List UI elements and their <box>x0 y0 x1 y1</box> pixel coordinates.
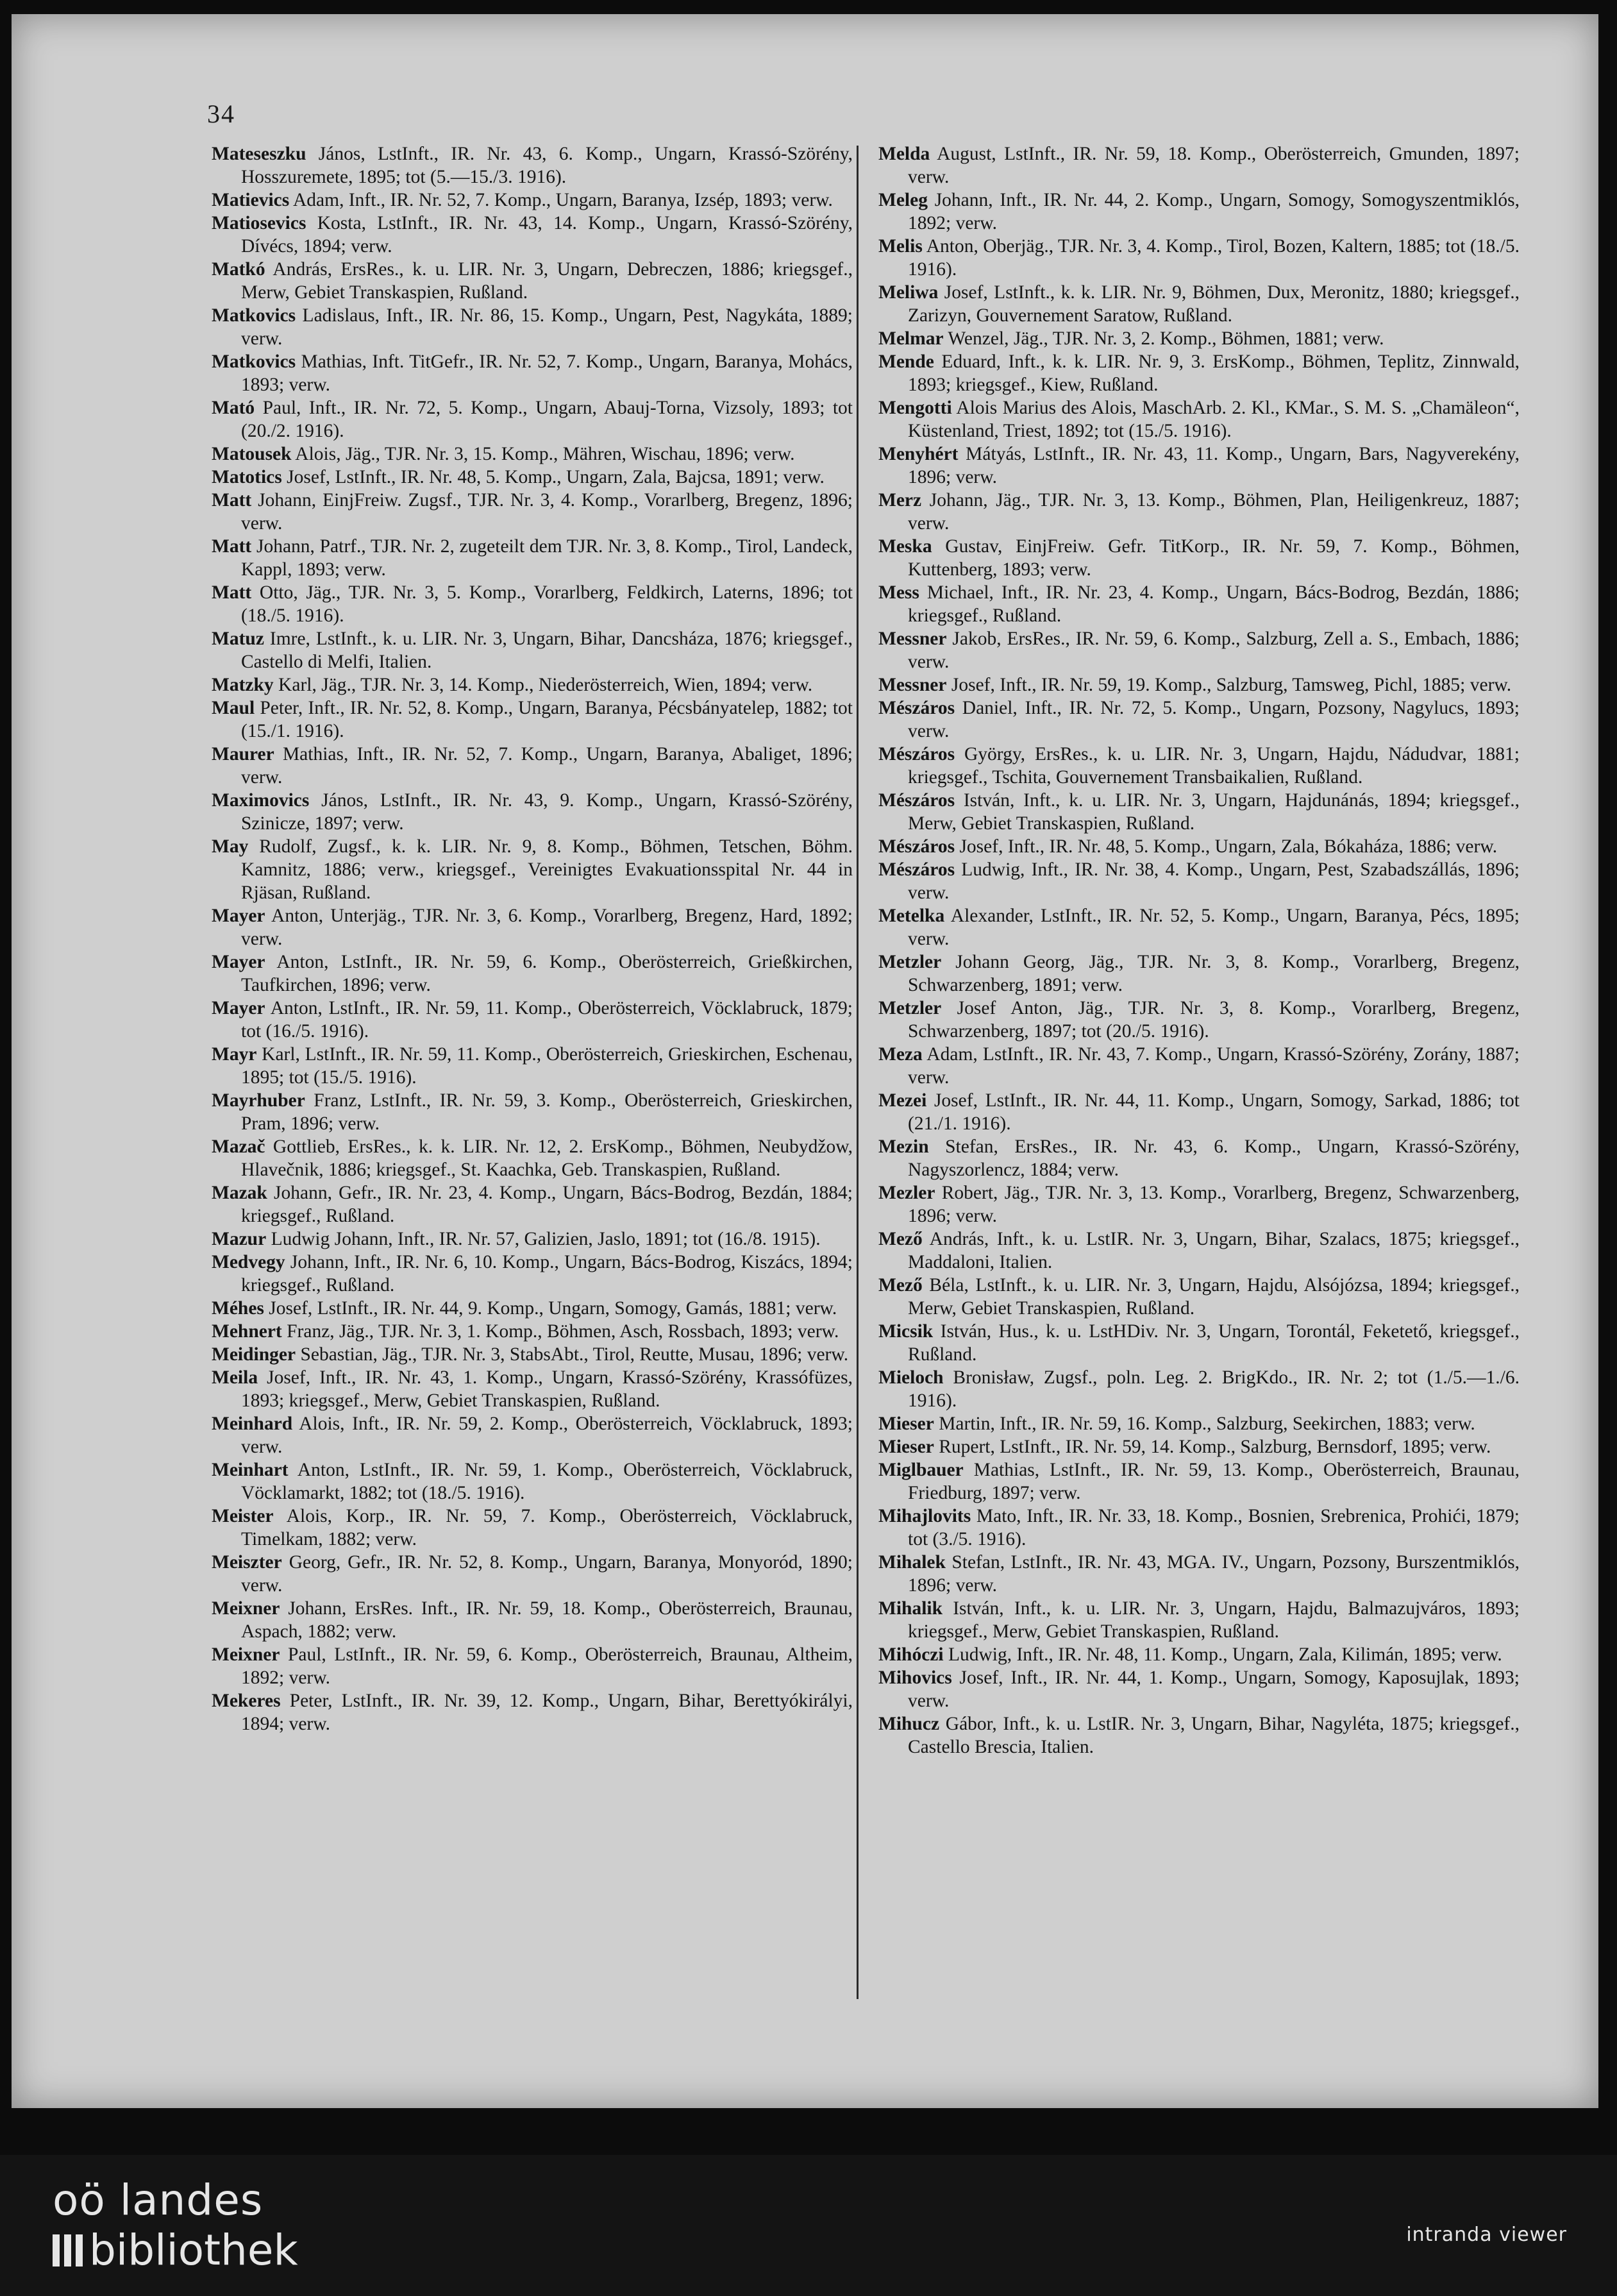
entry-surname: Menyhért <box>878 444 959 464</box>
register-entry <box>212 743 853 789</box>
entry-details: Adam, Inft., IR. Nr. 52, 7. Komp., Ungarn, Baranya, Izsép, 1893; verw. <box>289 190 833 210</box>
entry-surname: Mende <box>878 351 934 372</box>
entry-details: Anton, Unterjäg., TJR. Nr. 3, 6. Komp., Vorarlberg, Bregenz, Hard, 1892; verw. <box>241 906 853 949</box>
entry-surname: Mezler <box>878 1183 935 1203</box>
register-entry <box>212 1343 853 1366</box>
register-entry <box>212 443 853 466</box>
register-entry <box>212 627 853 673</box>
entry-surname: Melmar <box>878 328 944 349</box>
entry-details: Ludwig, Inft., IR. Nr. 48, 11. Komp., Ungarn, Zala, Kilimán, 1895; verw. <box>943 1644 1502 1665</box>
entry-surname: Mayer <box>212 998 265 1018</box>
entry-surname: Meinhard <box>212 1414 293 1434</box>
entry-surname: Matkovics <box>212 305 296 326</box>
entry-surname: Maul <box>212 698 255 718</box>
entry-details: Franz, Jäg., TJR. Nr. 3, 1. Komp., Böhmen, Asch, Rossbach, 1893; verw. <box>281 1321 839 1342</box>
register-entry <box>212 489 853 535</box>
register-entry <box>212 535 853 581</box>
entry-details: István, Hus., k. u. LstHDiv. Nr. 3, Ungarn, Torontál, Feketető, kriegsgef., Rußland. <box>908 1321 1520 1365</box>
entry-surname: Metzler <box>878 998 942 1018</box>
entry-details: Mathias, Inft. TitGefr., IR. Nr. 52, 7. Komp., Ungarn, Baranya, Mohács, 1893; verw. <box>241 351 853 395</box>
entry-details: Stefan, LstInft., IR. Nr. 43, MGA. IV., Ungarn, Pozsony, Burszentmiklós, 1896; verw. <box>908 1552 1520 1596</box>
entry-details: Josef, LstInft., k. k. LIR. Nr. 9, Böhmen, Dux, Meronitz, 1880; kriegsgef., Zarizyn, Gouvernement Saratow, Rußland. <box>908 282 1520 326</box>
entry-details: Gustav, EinjFreiw. Gefr. TitKorp., IR. Nr. 59, 7. Komp., Böhmen, Kuttenberg, 1893; verw. <box>908 536 1520 580</box>
entry-details: Alexander, LstInft., IR. Nr. 52, 5. Komp., Ungarn, Baranya, Pécs, 1895; verw. <box>908 906 1520 949</box>
entry-surname: Mező <box>878 1275 923 1296</box>
register-entry <box>212 1251 853 1297</box>
register-entry <box>878 1458 1520 1505</box>
entry-details: Alois Marius des Alois, MaschArb. 2. Kl., KMar., S. M. S. „Chamäleon“, Küstenland, Triest, 1892; tot (15./5. 1916). <box>908 398 1520 441</box>
entry-surname: Merz <box>878 490 922 511</box>
entry-surname: Matousek <box>212 444 292 464</box>
entry-details: János, LstInft., IR. Nr. 43, 9. Komp., Ungarn, Krassó-Szörény, Szinicze, 1897; verw. <box>241 790 853 834</box>
entry-surname: Mató <box>212 398 255 418</box>
entry-surname: Metelka <box>878 906 945 926</box>
entry-surname: Melis <box>878 236 923 257</box>
entry-surname: Messner <box>878 629 947 649</box>
register-entry <box>212 835 853 904</box>
register-entry <box>878 1643 1520 1666</box>
register-entry <box>878 235 1520 281</box>
entry-details: Alois, Inft., IR. Nr. 59, 2. Komp., Oberösterreich, Vöcklabruck, 1893; verw. <box>241 1414 853 1457</box>
entry-details: Bronisław, Zugsf., poln. Leg. 2. BrigKdo., IR. Nr. 2; tot (1./5.—1./6. 1916). <box>908 1367 1520 1411</box>
entry-surname: Mieser <box>878 1437 934 1457</box>
register-entry <box>878 1043 1520 1089</box>
register-entry <box>878 1412 1520 1435</box>
entry-details: István, Inft., k. u. LIR. Nr. 3, Ungarn, Hajdunánás, 1894; kriegsgef., Merw, Gebiet Transkaspien, Rußland. <box>908 790 1520 834</box>
entry-details: Anton, LstInft., IR. Nr. 59, 11. Komp., Oberösterreich, Vöcklabruck, 1879; tot (16./5. 1916). <box>241 998 853 1042</box>
entry-details: Johann, Patrf., TJR. Nr. 2, zugeteilt dem TJR. Nr. 3, 8. Komp., Tirol, Landeck, Kappl, 1893; verw. <box>241 536 853 580</box>
entry-surname: Meza <box>878 1044 923 1065</box>
entry-surname: Matotics <box>212 467 282 487</box>
entry-surname: Matt <box>212 536 252 557</box>
entry-details: Eduard, Inft., k. k. LIR. Nr. 9, 3. ErsKomp., Böhmen, Teplitz, Zinnwald, 1893; kriegsgef., Kiew, Rußland. <box>908 351 1520 395</box>
register-entry <box>212 696 853 743</box>
entry-surname: Mieloch <box>878 1367 944 1388</box>
entry-details: Gottlieb, ErsRes., k. k. LIR. Nr. 12, 2. ErsKomp., Böhmen, Neubydžow, Hlavečnik, 1886; kriegsgef., St. Kaachka, Geb. Transkaspien, Rußland. <box>241 1136 853 1180</box>
entry-details: Ludwig, Inft., IR. Nr. 38, 4. Komp., Ungarn, Pest, Szabadszállás, 1896; verw. <box>908 859 1520 903</box>
entry-surname: Mayer <box>212 906 265 926</box>
register-entry <box>878 1274 1520 1320</box>
register-entry <box>878 350 1520 396</box>
entry-details: Ladislaus, Inft., IR. Nr. 86, 15. Komp., Ungarn, Pest, Nagykáta, 1889; verw. <box>241 305 853 349</box>
register-entry <box>878 535 1520 581</box>
entry-surname: Meleg <box>878 190 928 210</box>
entry-details: Béla, LstInft., k. u. LIR. Nr. 3, Ungarn, Hajdu, Alsójózsa, 1894; kriegsgef., Merw, Gebiet Transkaspien, Rußland. <box>908 1275 1520 1319</box>
register-entry <box>878 1712 1520 1759</box>
entry-surname: Mező <box>878 1229 923 1249</box>
entry-details: Karl, LstInft., IR. Nr. 59, 11. Komp., Oberösterreich, Grieskirchen, Eschenau, 1895; tot (15./5. 1916). <box>241 1044 853 1088</box>
entry-details: Johann, ErsRes. Inft., IR. Nr. 59, 18. Komp., Oberösterreich, Braunau, Aspach, 1882; verw. <box>241 1598 853 1642</box>
entry-surname: Matt <box>212 490 252 511</box>
entry-details: Stefan, ErsRes., IR. Nr. 43, 6. Komp., Ungarn, Krassó-Szörény, Nagyszorlencz, 1884; verw. <box>908 1136 1520 1180</box>
entry-details: Anton, Oberjäg., TJR. Nr. 3, 4. Komp., Tirol, Bozen, Kaltern, 1885; tot (18./5. 1916). <box>908 236 1520 280</box>
register-entry <box>212 673 853 696</box>
entry-surname: Mieser <box>878 1414 934 1434</box>
entry-surname: Mehnert <box>212 1321 282 1342</box>
entry-surname: Meidinger <box>212 1344 296 1365</box>
register-entry <box>878 789 1520 835</box>
entry-surname: Meliwa <box>878 282 939 303</box>
entry-surname: Meinhart <box>212 1460 289 1480</box>
register-entry <box>878 281 1520 327</box>
entry-details: Robert, Jäg., TJR. Nr. 3, 13. Komp., Vorarlberg, Bregenz, Schwarzenberg, 1896; verw. <box>908 1183 1520 1226</box>
entry-surname: May <box>212 836 249 857</box>
register-entry <box>878 443 1520 489</box>
entry-details: Mathias, LstInft., IR. Nr. 59, 13. Komp., Oberösterreich, Braunau, Friedburg, 1897; verw. <box>908 1460 1520 1503</box>
entry-details: Johann, Jäg., TJR. Nr. 3, 13. Komp., Böhmen, Plan, Heiligenkreuz, 1887; verw. <box>908 490 1520 534</box>
entry-details: Mathias, Inft., IR. Nr. 52, 7. Komp., Ungarn, Baranya, Abaliget, 1896; verw. <box>241 744 853 788</box>
register-entry <box>212 258 853 304</box>
column-divider <box>857 146 859 1999</box>
library-logo-bars-icon <box>53 2234 83 2266</box>
register-entry <box>212 1551 853 1597</box>
entry-surname: Mihalek <box>878 1552 946 1573</box>
library-logo-text: bibliothek <box>89 2225 298 2275</box>
entry-surname: Matievics <box>212 190 290 210</box>
register-entry <box>212 1458 853 1505</box>
entry-surname: Mayer <box>212 952 265 972</box>
register-entry <box>212 350 853 396</box>
entry-details: Martin, Inft., IR. Nr. 59, 16. Komp., Salzburg, Seekirchen, 1883; verw. <box>934 1414 1475 1434</box>
right-column <box>878 142 1520 1759</box>
entry-details: Anton, LstInft., IR. Nr. 59, 6. Komp., Oberösterreich, Grießkirchen, Taufkirchen, 1896; verw. <box>241 952 853 995</box>
entry-surname: Miglbauer <box>878 1460 964 1480</box>
register-entry <box>878 1366 1520 1412</box>
entry-details: Georg, Gefr., IR. Nr. 52, 8. Komp., Ungarn, Baranya, Monyoród, 1890; verw. <box>241 1552 853 1596</box>
entry-details: Otto, Jäg., TJR. Nr. 3, 5. Komp., Vorarlberg, Feldkirch, Laterns, 1896; tot (18./5. 1916). <box>241 582 853 626</box>
register-entry <box>878 673 1520 696</box>
entry-surname: Mekeres <box>212 1691 281 1711</box>
register-entry <box>212 904 853 950</box>
register-entry <box>212 950 853 997</box>
entry-surname: Micsik <box>878 1321 934 1342</box>
entry-details: Franz, LstInft., IR. Nr. 59, 3. Komp., Oberösterreich, Grieskirchen, Pram, 1896; verw. <box>241 1090 853 1134</box>
entry-surname: Meila <box>212 1367 258 1388</box>
entry-surname: Matkovics <box>212 351 296 372</box>
entry-surname: Matiosevics <box>212 213 306 233</box>
entry-surname: Meister <box>212 1506 274 1526</box>
register-entry <box>878 396 1520 443</box>
register-entry <box>212 1366 853 1412</box>
entry-surname: Mazak <box>212 1183 267 1203</box>
register-entry <box>212 1181 853 1228</box>
register-entry <box>212 1228 853 1251</box>
entry-details: Johann, Gefr., IR. Nr. 23, 4. Komp., Ungarn, Bács-Bodrog, Bezdán, 1884; kriegsgef., Rußland. <box>241 1183 853 1226</box>
register-entry <box>212 581 853 627</box>
entry-details: Alois, Korp., IR. Nr. 59, 7. Komp., Oberösterreich, Vöcklabruck, Timelkam, 1882; verw. <box>241 1506 853 1549</box>
register-entry <box>878 1320 1520 1366</box>
register-entry <box>878 1135 1520 1181</box>
entry-surname: Matt <box>212 582 252 603</box>
register-entry <box>212 212 853 258</box>
register-entry <box>212 1297 853 1320</box>
entry-surname: Mihalik <box>878 1598 943 1619</box>
entry-details: Josef, Inft., IR. Nr. 43, 1. Komp., Ungarn, Krassó-Szörény, Krassófüzes, 1893; kriegsgef., Merw, Gebiet Transkaspien, Rußland. <box>241 1367 853 1411</box>
register-entry <box>878 1551 1520 1597</box>
left-column <box>212 142 853 1735</box>
entry-surname: Mészáros <box>878 790 955 811</box>
register-entry <box>878 189 1520 235</box>
register-entry <box>212 1643 853 1689</box>
entry-surname: Medvegy <box>212 1252 285 1272</box>
entry-details: Johann, Inft., IR. Nr. 44, 2. Komp., Ungarn, Somogy, Somogyszentmiklós, 1892; verw. <box>908 190 1520 233</box>
entry-details: Josef, LstInft., IR. Nr. 48, 5. Komp., Ungarn, Zala, Bajcsa, 1891; verw. <box>281 467 825 487</box>
entry-surname: Meiszter <box>212 1552 282 1573</box>
entry-details: Sebastian, Jäg., TJR. Nr. 3, StabsAbt., Tirol, Reutte, Musau, 1896; verw. <box>296 1344 849 1365</box>
entry-surname: Melda <box>878 144 930 164</box>
entry-surname: Mayr <box>212 1044 257 1065</box>
entry-surname: Mess <box>878 582 919 603</box>
register-entry <box>212 1135 853 1181</box>
entry-surname: Mihóczi <box>878 1644 944 1665</box>
register-entry <box>878 904 1520 950</box>
entry-details: Johann, Inft., IR. Nr. 6, 10. Komp., Ungarn, Bács-Bodrog, Kiszács, 1894; kriegsgef., Rußland. <box>241 1252 853 1296</box>
entry-details: Ludwig Johann, Inft., IR. Nr. 57, Galizien, Jaslo, 1891; tot (16./8. 1915). <box>266 1229 821 1249</box>
entry-surname: Messner <box>878 675 947 695</box>
entry-details: Josef, Inft., IR. Nr. 44, 1. Komp., Ungarn, Somogy, Kaposujlak, 1893; verw. <box>908 1667 1520 1711</box>
entry-details: Josef Anton, Jäg., TJR. Nr. 3, 8. Komp., Vorarlberg, Bregenz, Schwarzenberg, 1897; tot (20./5. 1916). <box>908 998 1520 1042</box>
entry-surname: Meixner <box>212 1644 280 1665</box>
register-entry <box>878 1505 1520 1551</box>
document-page <box>12 14 1598 2108</box>
entry-surname: Mihajlovits <box>878 1506 971 1526</box>
entry-surname: Mihucz <box>878 1714 940 1734</box>
library-logo-line2 <box>53 2225 298 2275</box>
register-entry <box>212 1597 853 1643</box>
register-entry <box>212 304 853 350</box>
register-entry <box>212 1043 853 1089</box>
entry-details: Johann Georg, Jäg., TJR. Nr. 3, 8. Komp., Vorarlberg, Bregenz, Schwarzenberg, 1891; verw. <box>908 952 1520 995</box>
entry-surname: Mészáros <box>878 859 955 880</box>
register-entry <box>878 858 1520 904</box>
entry-surname: Mihovics <box>878 1667 952 1688</box>
entry-details: Mátyás, LstInft., IR. Nr. 43, 11. Komp., Ungarn, Bars, Nagyverekény, 1896; verw. <box>908 444 1520 487</box>
entry-surname: Mészáros <box>878 744 955 764</box>
register-entry <box>878 627 1520 673</box>
entry-surname: Matkó <box>212 259 265 280</box>
viewer-brand-label: intranda viewer <box>1406 2224 1567 2246</box>
register-entry <box>212 1689 853 1735</box>
entry-surname: Maurer <box>212 744 274 764</box>
register-entry <box>878 950 1520 997</box>
library-logo-line1: oö landes <box>53 2175 264 2225</box>
entry-surname: Mészáros <box>878 698 955 718</box>
register-entry <box>212 466 853 489</box>
entry-details: Paul, Inft., IR. Nr. 72, 5. Komp., Ungarn, Abauj-Torna, Vizsoly, 1893; tot (20./2. 1916). <box>241 398 853 441</box>
entry-details: Josef, LstInft., IR. Nr. 44, 9. Komp., Ungarn, Somogy, Gamás, 1881; verw. <box>264 1298 837 1319</box>
entry-surname: Mezin <box>878 1136 929 1157</box>
entry-surname: Mateseszku <box>212 144 306 164</box>
entry-surname: Mengotti <box>878 398 952 418</box>
entry-details: György, ErsRes., k. u. LIR. Nr. 3, Ungarn, Hajdu, Nádudvar, 1881; kriegsgef., Tschita, Gouvernement Transbaikalien, Rußland. <box>908 744 1520 788</box>
entry-details: János, LstInft., IR. Nr. 43, 6. Komp., Ungarn, Krassó-Szörény, Hosszuremete, 1895; tot (5.—15./3. 1916). <box>241 144 853 187</box>
register-entry <box>212 1505 853 1551</box>
entry-details: Josef, LstInft., IR. Nr. 44, 11. Komp., Ungarn, Somogy, Sarkad, 1886; tot (21./1. 1916). <box>908 1090 1520 1134</box>
entry-details: Gábor, Inft., k. u. LstIR. Nr. 3, Ungarn, Bihar, Nagyléta, 1875; kriegsgef., Castello Brescia, Italien. <box>908 1714 1520 1757</box>
register-entry <box>212 789 853 835</box>
entry-details: Michael, Inft., IR. Nr. 23, 4. Komp., Ungarn, Bács-Bodrog, Bezdán, 1886; kriegsgef., Rußland. <box>908 582 1520 626</box>
register-entry <box>212 1320 853 1343</box>
register-entry <box>878 696 1520 743</box>
entry-details: Josef, Inft., IR. Nr. 48, 5. Komp., Ungarn, Zala, Bókaháza, 1886; verw. <box>955 836 1498 857</box>
entry-surname: Mayrhuber <box>212 1090 305 1111</box>
register-entry <box>878 835 1520 858</box>
register-entry <box>878 743 1520 789</box>
register-entry <box>212 396 853 443</box>
register-entry <box>878 1435 1520 1458</box>
register-entry <box>878 327 1520 350</box>
register-entry <box>878 1597 1520 1643</box>
entry-surname: Meska <box>878 536 932 557</box>
entry-details: Anton, LstInft., IR. Nr. 59, 1. Komp., Oberösterreich, Vöcklabruck, Vöcklamarkt, 1882; tot (18./5. 1916). <box>241 1460 853 1503</box>
entry-details: Alois, Jäg., TJR. Nr. 3, 15. Komp., Mähren, Wischau, 1896; verw. <box>291 444 795 464</box>
register-entry <box>212 142 853 189</box>
entry-surname: Mazač <box>212 1136 265 1157</box>
register-entry <box>878 997 1520 1043</box>
register-entry <box>212 1089 853 1135</box>
entry-details: Imre, LstInft., k. u. LIR. Nr. 3, Ungarn, Bihar, Dancsháza, 1876; kriegsgef., Castello di Melfi, Italien. <box>241 629 853 672</box>
entry-surname: Méhes <box>212 1298 264 1319</box>
entry-details: Wenzel, Jäg., TJR. Nr. 3, 2. Komp., Böhmen, 1881; verw. <box>943 328 1384 349</box>
register-entry <box>878 142 1520 189</box>
entry-details: András, Inft., k. u. LstIR. Nr. 3, Ungarn, Bihar, Szalacs, 1875; kriegsgef., Maddaloni, Italien. <box>908 1229 1520 1272</box>
register-entry <box>878 1181 1520 1228</box>
entry-surname: Maximovics <box>212 790 310 811</box>
register-entry <box>878 1228 1520 1274</box>
register-entry <box>212 189 853 212</box>
entry-details: István, Inft., k. u. LIR. Nr. 3, Ungarn, Hajdu, Balmazujváros, 1893; kriegsgef., Merw, Gebiet Transkaspien, Rußland. <box>908 1598 1520 1642</box>
entry-details: Josef, Inft., IR. Nr. 59, 19. Komp., Salzburg, Tamsweg, Pichl, 1885; verw. <box>946 675 1512 695</box>
entry-details: Karl, Jäg., TJR. Nr. 3, 14. Komp., Niederösterreich, Wien, 1894; verw. <box>273 675 813 695</box>
entry-details: Rudolf, Zugsf., k. k. LIR. Nr. 9, 8. Komp., Böhmen, Tetschen, Böhm. Kamnitz, 1886; verw., kriegsgef., Vereinigtes Evakuationsspital Nr. 44 in Rjäsan, Rußland. <box>241 836 853 903</box>
register-entry <box>878 1666 1520 1712</box>
entry-surname: Matuz <box>212 629 264 649</box>
entry-details: Rupert, LstInft., IR. Nr. 59, 14. Komp., Salzburg, Bernsdorf, 1895; verw. <box>934 1437 1491 1457</box>
register-entry <box>878 581 1520 627</box>
register-entry <box>212 1412 853 1458</box>
register-entry <box>212 997 853 1043</box>
entry-details: Johann, EinjFreiw. Zugsf., TJR. Nr. 3, 4. Komp., Vorarlberg, Bregenz, 1896; verw. <box>241 490 853 534</box>
entry-details: Kosta, LstInft., IR. Nr. 43, 14. Komp., Ungarn, Krassó-Szörény, Dívécs, 1894; verw. <box>241 213 853 257</box>
entry-surname: Mezei <box>878 1090 927 1111</box>
entry-details: August, LstInft., IR. Nr. 59, 18. Komp., Oberösterreich, Gmunden, 1897; verw. <box>908 144 1520 187</box>
register-entry <box>878 489 1520 535</box>
entry-surname: Mazur <box>212 1229 267 1249</box>
entry-details: Daniel, Inft., IR. Nr. 72, 5. Komp., Ungarn, Pozsony, Nagylucs, 1893; verw. <box>908 698 1520 741</box>
entry-details: Jakob, ErsRes., IR. Nr. 59, 6. Komp., Salzburg, Zell a. S., Embach, 1886; verw. <box>908 629 1520 672</box>
page-number: 34 <box>207 99 235 128</box>
entry-details: Paul, LstInft., IR. Nr. 59, 6. Komp., Oberösterreich, Braunau, Altheim, 1892; verw. <box>241 1644 853 1688</box>
entry-surname: Meixner <box>212 1598 280 1619</box>
entry-surname: Mészáros <box>878 836 955 857</box>
register-entry <box>878 1089 1520 1135</box>
entry-surname: Matzky <box>212 675 274 695</box>
entry-details: Adam, LstInft., IR. Nr. 43, 7. Komp., Ungarn, Krassó-Szörény, Zorány, 1887; verw. <box>908 1044 1520 1088</box>
entry-details: András, ErsRes., k. u. LIR. Nr. 3, Ungarn, Debreczen, 1886; kriegsgef., Merw, Gebiet Transkaspien, Rußland. <box>241 259 853 303</box>
entry-details: Peter, Inft., IR. Nr. 52, 8. Komp., Ungarn, Baranya, Pécsbányatelep, 1882; tot (15./1. 1916). <box>241 698 853 741</box>
entry-details: Mato, Inft., IR. Nr. 33, 18. Komp., Bosnien, Srebrenica, Prohići, 1879; tot (3./5. 1916). <box>908 1506 1520 1549</box>
entry-details: Peter, LstInft., IR. Nr. 39, 12. Komp., Ungarn, Bihar, Berettyókirályi, 1894; verw. <box>241 1691 853 1734</box>
entry-surname: Metzler <box>878 952 942 972</box>
